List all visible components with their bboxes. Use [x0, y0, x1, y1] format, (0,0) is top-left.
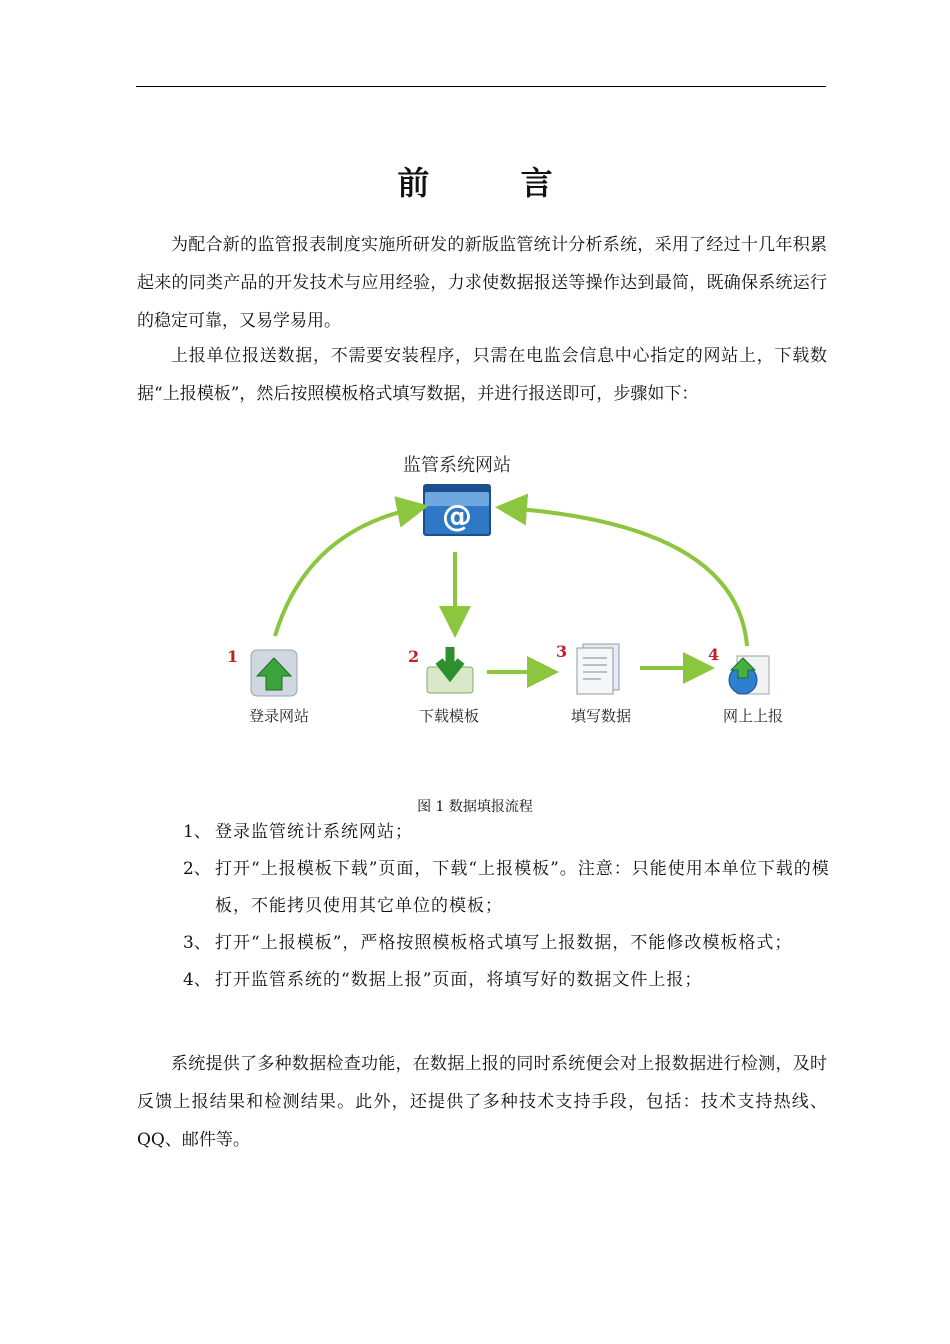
- howto-paragraph: 上报单位报送数据，不需要安装程序，只需在电监会信息中心指定的网站上，下载数据“上报模板”，然后按照模板格式填写数据，并进行报送即可，步骤如下：: [137, 346, 827, 404]
- intro-paragraph: 为配合新的监管报表制度实施所研发的新版监管统计分析系统，采用了经过十几年积累起来的同类产品的开发技术与应用经验，力求使数据报送等操作达到最简，既确保系统运行的稳定可靠，又易学易用。: [137, 235, 827, 331]
- list-item: 4、 打开监管系统的“数据上报”页面，将填写好的数据文件上报；: [183, 970, 703, 990]
- step-label-3: 填写数据: [570, 707, 632, 725]
- checks-paragraph: 系统提供了多种数据检查功能，在数据上报的同时系统便会对上报数据进行检测，及时反馈上报结果和检测结果。此外，还提供了多种技术支持手段，包括：技术支持热线、QQ、邮件等。: [137, 1054, 827, 1150]
- step-number-2: 2: [408, 647, 420, 666]
- arrow-report-to-site: [507, 508, 747, 646]
- website-folder-icon: [423, 484, 491, 536]
- svg-text:@: @: [442, 499, 472, 534]
- step-number-3: 3: [556, 642, 568, 661]
- list-item: 2、 打开“上报模板下载”页面，下载“上报模板”。注意：只能使用本单位下载的模板，不能拷贝使用其它单位的模板；: [183, 859, 830, 916]
- step-label-4: 网上上报: [722, 707, 784, 725]
- step-label-2: 下载模板: [418, 707, 480, 725]
- workflow-diagram: [137, 440, 827, 740]
- page-title: 前 言: [397, 164, 593, 202]
- download-tray-icon: [427, 647, 473, 693]
- website-label: 监管系统网站: [403, 455, 511, 476]
- upload-arrow-icon: [251, 650, 297, 696]
- globe-upload-icon: [729, 656, 769, 694]
- step-number-4: 4: [708, 645, 720, 664]
- document-stack-icon: [577, 644, 619, 694]
- arrow-login-to-site: [275, 508, 417, 636]
- header-rule: [136, 86, 826, 87]
- steps-list: [183, 814, 833, 999]
- list-item: 1、 登录监管统计系统网站；: [183, 822, 413, 842]
- list-item: 3、 打开“上报模板”，严格按照模板格式填写上报数据，不能修改模板格式；: [183, 933, 793, 953]
- step-label-1: 登录网站: [248, 707, 310, 725]
- step-number-1: 1: [227, 647, 239, 666]
- figure-caption: 图 1 数据填报流程: [417, 799, 533, 815]
